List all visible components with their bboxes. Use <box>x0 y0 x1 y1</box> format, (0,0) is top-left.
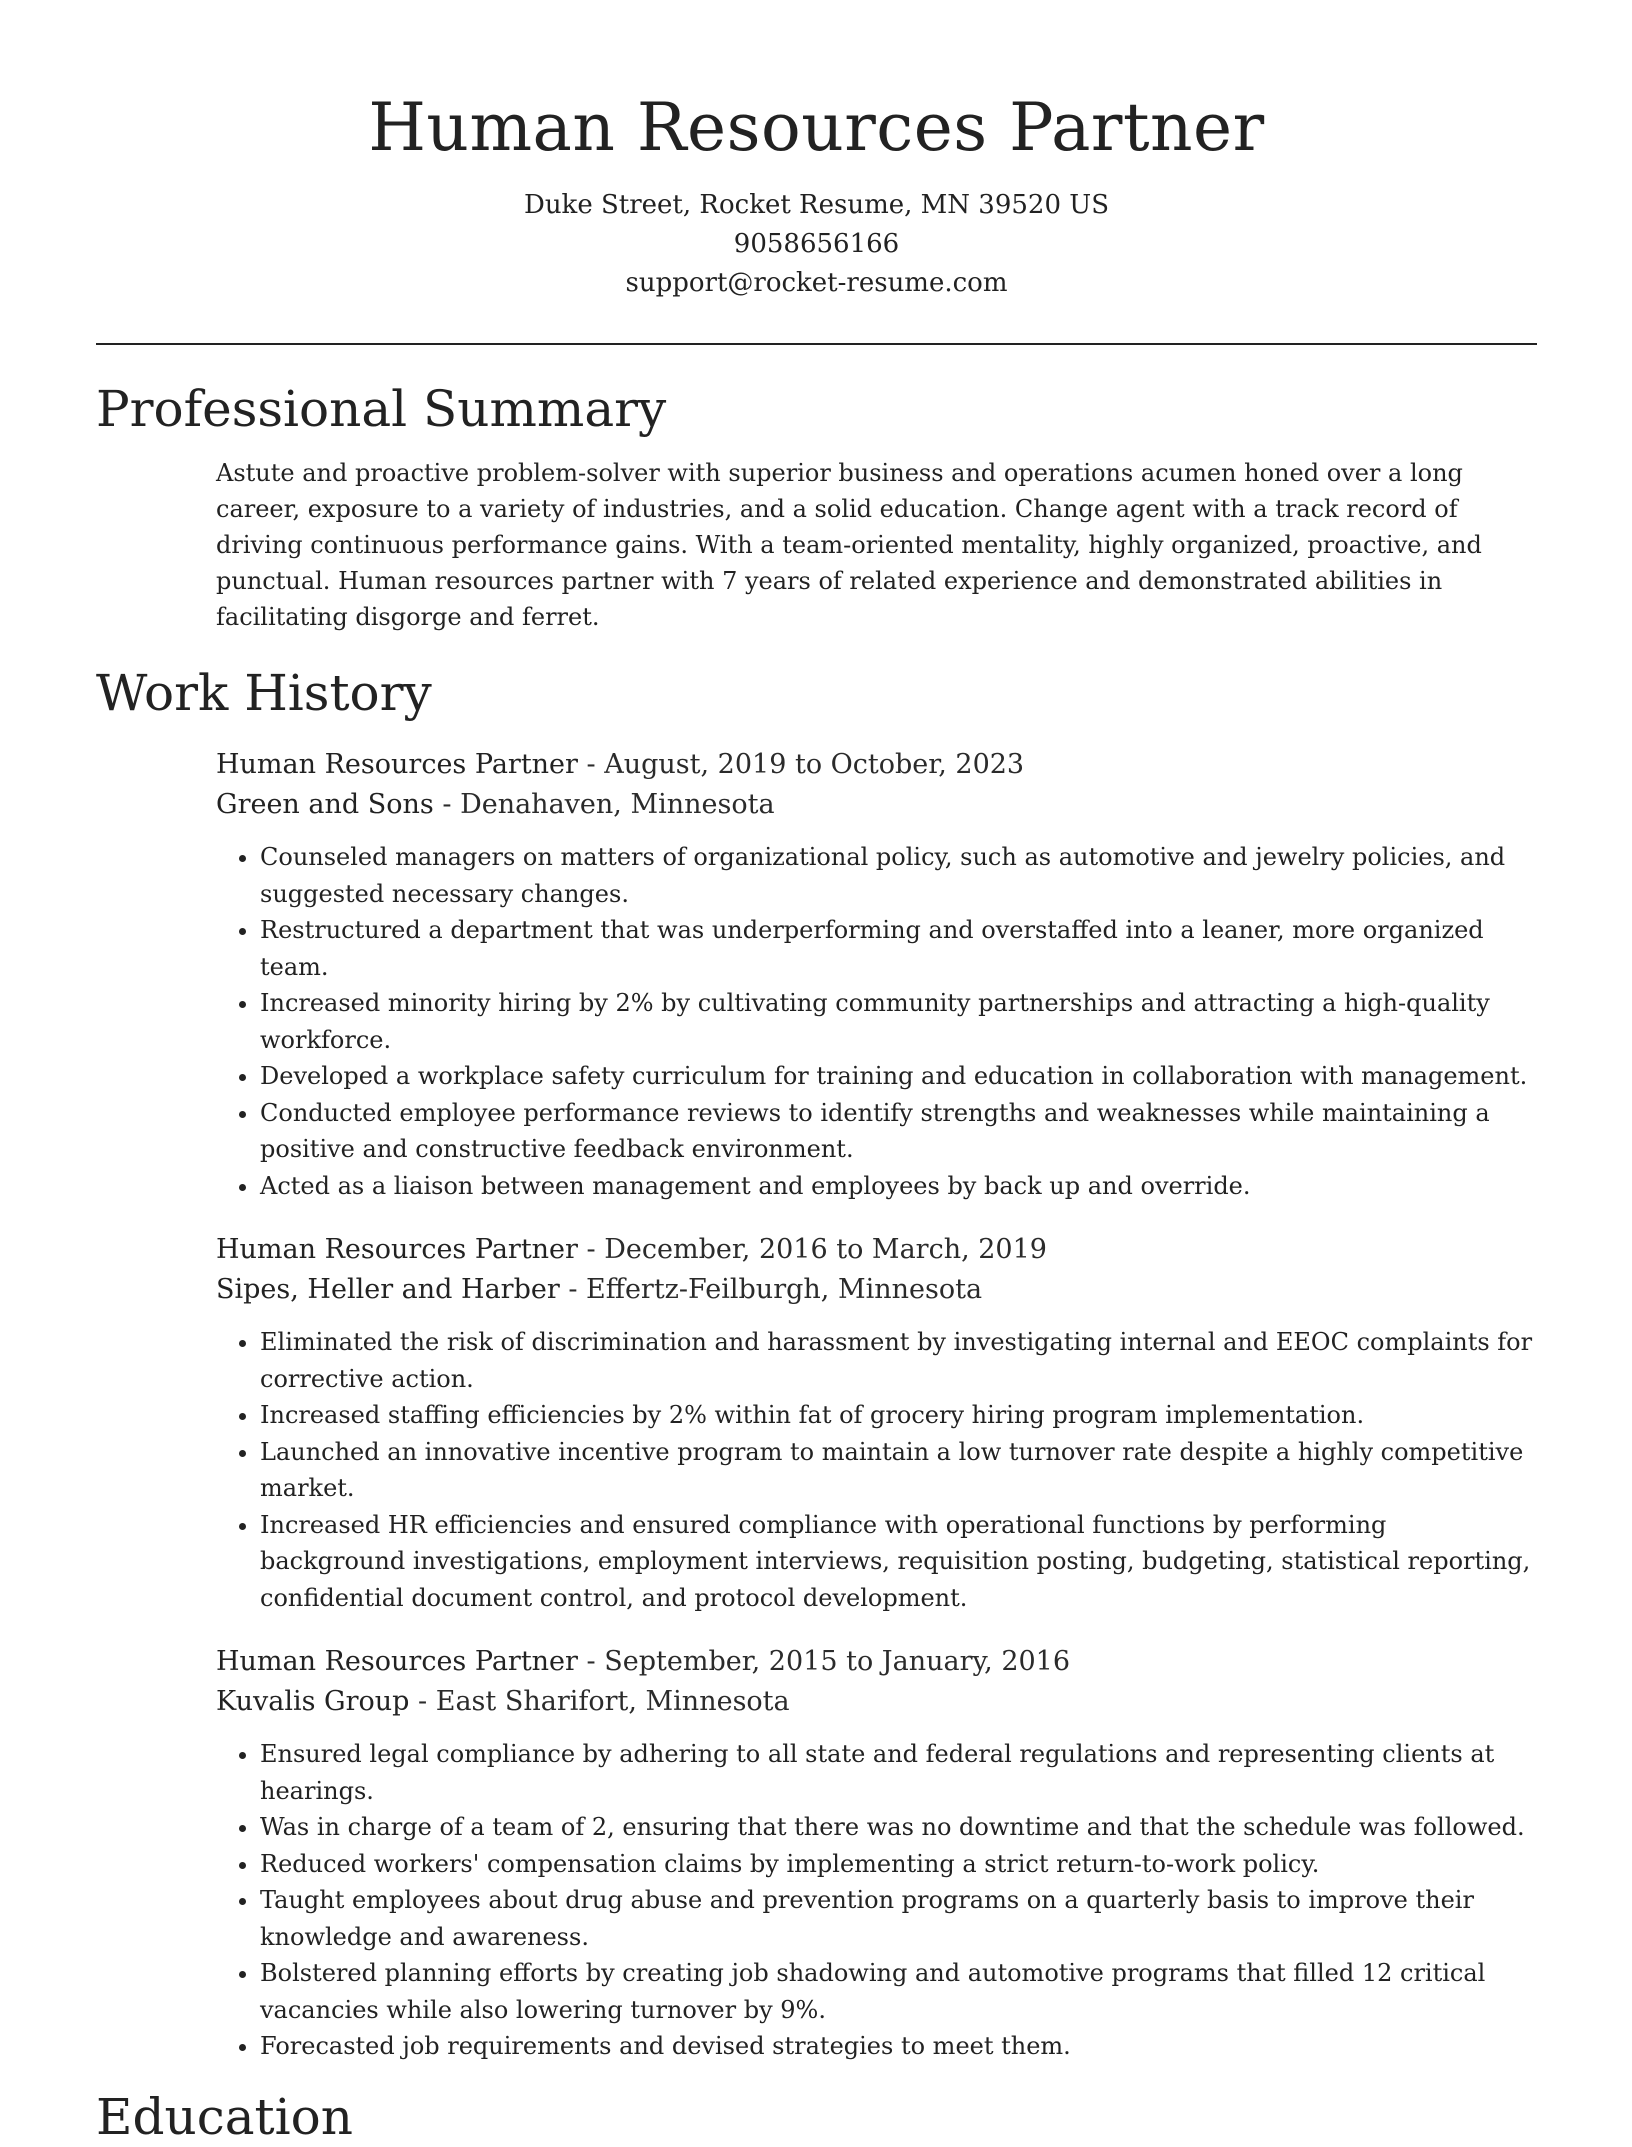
phone-number: 9058656166 <box>733 229 900 259</box>
bullet-item: • Ensured legal compliance by adhering to all state and federal regulations and representing clients at hearings. <box>260 1736 1537 1809</box>
job-company-line <box>216 1682 1537 1722</box>
bullet-item: • Taught employees about drug abuse and prevention programs on a quarterly basis to improve their knowledge and awareness. <box>260 1882 1537 1955</box>
bullet-item: • Bolstered planning efforts by creating job shadowing and automotive programs that filled 12 critical vacancies while also lowering turnover by 9%. <box>260 1955 1537 2028</box>
bullet-item: • Acted as a liaison between management and employees by back up and override. <box>260 1168 1537 1205</box>
resume-page <box>96 0 1537 2147</box>
job-title-line <box>216 1642 1537 1682</box>
job-entry <box>216 745 1537 1204</box>
address: Duke Street, Rocket Resume, MN 39520 US <box>523 190 1110 220</box>
job-title: Human Resources Partner <box>216 1646 578 1677</box>
bullet-item: • Conducted employee performance reviews to identify strengths and weaknesses while maintaining a positive and constructive feedback environment. <box>260 1095 1537 1168</box>
separator: - <box>559 1274 587 1305</box>
work-history-heading: Work History <box>96 664 432 722</box>
company-name: Kuvalis Group <box>216 1686 410 1717</box>
candidate-name: Human Resources Partner <box>368 89 1265 166</box>
job-dates: September, 2015 to January, 2016 <box>604 1646 1071 1677</box>
bullet-item: • Increased minority hiring by 2% by cultivating community partnerships and attracting a high-quality workforce. <box>260 985 1537 1058</box>
job-title: Human Resources Partner <box>216 749 578 780</box>
job-title-line <box>216 1230 1537 1270</box>
company-name: Sipes, Heller and Harber <box>216 1274 560 1305</box>
job-bullets <box>216 839 1537 1204</box>
job-location: Denahaven, Minnesota <box>460 789 775 820</box>
bullet-item: • Increased HR efficiencies and ensured compliance with operational functions by performing background investigations, employment interviews, requisition posting, budgeting, statistical reporting, confidential document control, and protocol development. <box>260 1507 1537 1617</box>
resume-header <box>96 0 1537 303</box>
separator: - <box>577 1646 605 1677</box>
separator: - <box>577 749 605 780</box>
bullet-item: • Restructured a department that was underperforming and overstaffed into a leaner, more organized team. <box>260 912 1537 985</box>
job-dates: August, 2019 to October, 2023 <box>604 749 1025 780</box>
contact-info <box>96 186 1537 303</box>
separator: - <box>409 1686 436 1717</box>
header-divider <box>96 343 1537 345</box>
job-company-line <box>216 785 1537 825</box>
summary-text: Astute and proactive problem-solver with superior business and operations acumen honed over a long career, exposure to a variety of industries, and a solid education. Change agent with a track record of driving continuous performance gains. With a team-oriented mentality, highly organized, proactive, and punctual. Human resources partner with 7 years of related experience and demonstrated abilities in facilitating disgorge and ferret. <box>216 459 1482 631</box>
bullet-item: • Reduced workers' compensation claims by implementing a strict return-to-work policy. <box>260 1846 1537 1883</box>
summary-heading: Professional Summary <box>96 380 667 438</box>
job-location: East Sharifort, Minnesota <box>435 1686 790 1717</box>
job-entry <box>216 1642 1537 2065</box>
company-name: Green and Sons <box>216 789 434 820</box>
job-title-line <box>216 745 1537 785</box>
job-entry <box>216 1230 1537 1616</box>
job-company-line <box>216 1270 1537 1310</box>
job-title: Human Resources Partner <box>216 1234 578 1265</box>
email-address: support@rocket-resume.com <box>625 268 1008 298</box>
bullet-item: • Counseled managers on matters of organizational policy, such as automotive and jewelry policies, and suggested necessary changes. <box>260 839 1537 912</box>
separator: - <box>577 1234 605 1265</box>
bullet-item: • Developed a workplace safety curriculum for training and education in collaboration with management. <box>260 1058 1537 1095</box>
bullet-item: • Forecasted job requirements and devised strategies to meet them. <box>260 2028 1537 2065</box>
bullet-item: • Was in charge of a team of 2, ensuring that there was no downtime and that the schedule was followed. <box>260 1809 1537 1846</box>
bullet-item: • Eliminated the risk of discrimination and harassment by investigating internal and EEOC complaints for corrective action. <box>260 1324 1537 1397</box>
education-heading: Education <box>96 2087 353 2146</box>
job-dates: December, 2016 to March, 2019 <box>604 1234 1047 1265</box>
bullet-item: • Increased staffing efficiencies by 2% within fat of grocery hiring program implementation. <box>260 1397 1537 1434</box>
job-bullets <box>216 1736 1537 2065</box>
job-location: Effertz-Feilburgh, Minnesota <box>586 1274 983 1305</box>
bullet-item: • Launched an innovative incentive program to maintain a low turnover rate despite a highly competitive market. <box>260 1434 1537 1507</box>
separator: - <box>433 789 461 820</box>
job-bullets <box>216 1324 1537 1616</box>
